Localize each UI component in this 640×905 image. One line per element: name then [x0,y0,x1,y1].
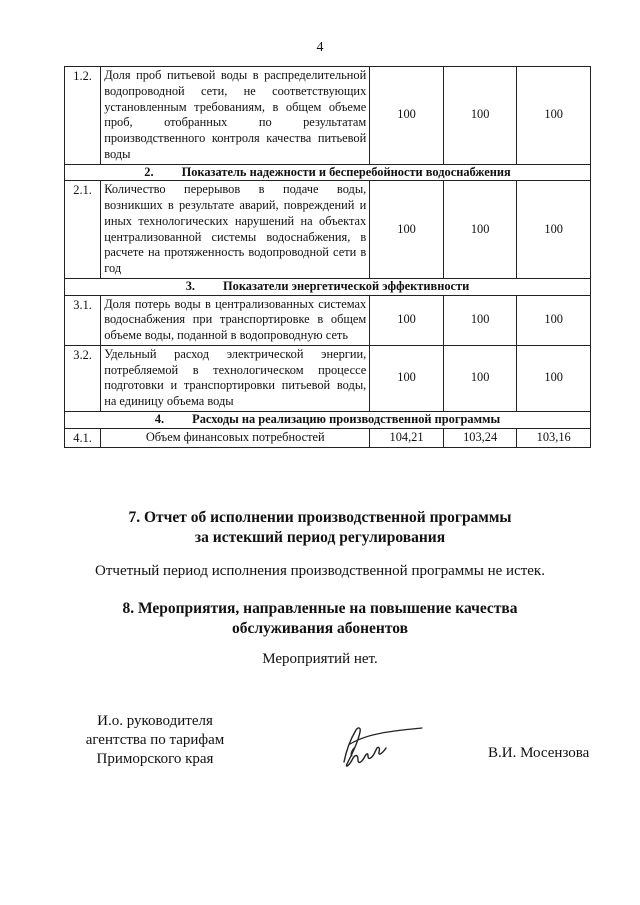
row-value-2: 100 [443,295,517,345]
signatory-title [80,712,230,770]
section-title-text: Показатель надежности и бесперебойности водоснабжения [181,164,511,179]
table-row [65,428,591,448]
table-row [65,345,591,411]
page-number: 4 [316,40,324,55]
section-row [65,411,591,428]
row-value-1: 100 [370,295,444,345]
row-value-1: 100 [370,67,444,165]
row-value-3: 100 [517,67,591,165]
indicators-table [64,66,591,448]
section8-heading [0,599,640,639]
row-description: Объем финансовых потребностей [101,428,370,448]
table-row [65,67,591,165]
section7-heading [0,508,640,548]
signatory-title-line1: И.о. руководителя [97,713,213,729]
section-row [65,278,591,295]
section7-text: Отчетный период исполнения производственной программы не истек. [95,563,545,579]
section-title-text: Показатели энергетической эффективности [223,278,470,293]
row-number: 3.2. [65,345,101,411]
row-description: Удельный расход электрической энергии, потребляемой в технологическом процессе подготовки и транспортировки питьевой воды, на единицу объема воды [101,345,370,411]
row-value-3: 103,16 [517,428,591,448]
section-number: 3. [185,278,195,293]
section8-heading-line2: обслуживания абонентов [232,620,408,638]
row-value-2: 100 [443,181,517,279]
signatory-title-line3: Приморского края [96,751,214,768]
row-value-2: 103,24 [443,428,517,448]
row-value-3: 100 [517,295,591,345]
table-row [65,295,591,345]
table-row [65,181,591,279]
section7-heading-line1: 7. Отчет об исполнении производственной программы [128,509,512,526]
row-description: Доля потерь воды в централизованных системах водоснабжения при транспортировке в общем объеме воды, поданной в водопроводную сеть [101,295,370,345]
section-number: 4. [154,411,165,426]
row-value-1: 100 [370,181,444,279]
row-number: 4.1. [65,428,101,448]
handwritten-signature [330,718,430,778]
row-value-3: 100 [517,345,591,411]
section-title [65,164,591,181]
row-number: 1.2. [65,67,101,165]
row-description: Количество перерывов в подаче воды, возникших в результате аварий, повреждений и иных технологических нарушений на объектах централизованной системы водоснабжения, в расчете на протяженность водопроводной сети в год [101,181,370,279]
signatory-name: В.И. Мосензова [488,745,590,761]
section-title [65,411,591,428]
signatory-title-line2: агентства по тарифам [85,732,225,749]
row-value-2: 100 [443,67,517,165]
row-value-1: 104,21 [370,428,444,448]
section-title [65,278,591,295]
section8-heading-line1: 8. Мероприятия, направленные на повышение качества [122,600,518,617]
section7-heading-line2: за истекший период регулирования [194,529,446,547]
row-number: 3.1. [65,295,101,345]
row-value-2: 100 [443,345,517,411]
section-number: 2. [144,164,154,179]
row-description: Доля проб питьевой воды в распределительной водопроводной сети, не соответствующих установленным требованиям, в общем объеме проб, отобранных по результатам производственного контроля качества питьевой воды [101,67,370,165]
section-title-text: Расходы на реализацию производственной программы [192,411,501,426]
row-value-3: 100 [517,181,591,279]
section8-text: Мероприятий нет. [262,651,378,667]
row-value-1: 100 [370,345,444,411]
row-number: 2.1. [65,181,101,279]
section-row [65,164,591,181]
